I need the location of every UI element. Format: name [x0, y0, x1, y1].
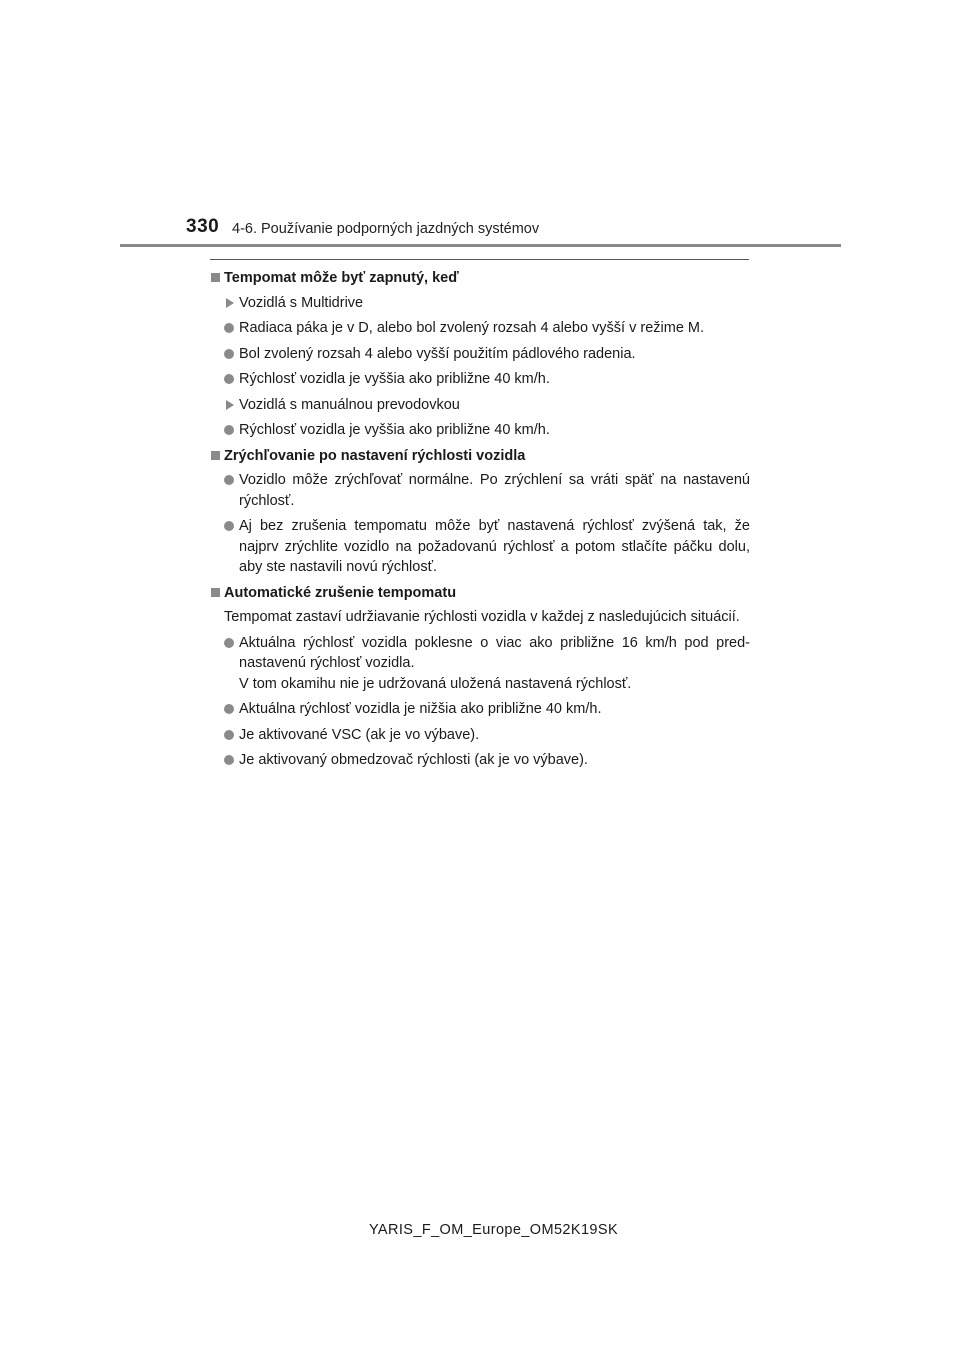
circle-bullet-icon: [224, 704, 234, 714]
list-item: Aktuálna rýchlosť vozidla poklesne o viac ako približne 16 km/h pod pred-nastavenú rýchlosť vozidla. V tom okamihu nie je udržovaná uložená nastavená rýchlosť.: [210, 633, 750, 695]
section-heading: [210, 268, 750, 289]
section-heading: [210, 583, 750, 604]
circle-bullet-icon: [224, 521, 234, 531]
circle-bullet-icon: [224, 374, 234, 384]
header-divider: [120, 244, 841, 247]
list-item: Bol zvolený rozsah 4 alebo vyšší použitím pádlového radenia.: [210, 344, 750, 365]
square-bullet-icon: [211, 451, 220, 460]
document-footer: [0, 1222, 960, 1238]
list-item: Aj bez zrušenia tempomatu môže byť nastavená rýchlosť zvýšená tak, že najprv zrýchlite vozidlo na požadovanú rýchlosť a potom stlačíte páčku dolu, aby ste nastavili novú rýchlosť.: [210, 516, 750, 578]
triangle-bullet-icon: [226, 400, 234, 410]
subgroup-label: Vozidlá s manuálnou prevodovkou: [210, 395, 750, 416]
footer-code: YARIS_F_OM_Europe_OM52K19SK: [368, 1222, 619, 1238]
section-heading: [210, 446, 750, 467]
section-heading-text: Zrýchľovanie po nastavení rýchlosti vozidla: [224, 447, 526, 464]
square-bullet-icon: [211, 273, 220, 282]
list-item: Aktuálna rýchlosť vozidla je nižšia ako približne 40 km/h.: [210, 699, 750, 720]
page-content: [210, 268, 750, 776]
triangle-bullet-icon: [226, 298, 234, 308]
list-item: Rýchlosť vozidla je vyššia ako približne 40 km/h.: [210, 369, 750, 390]
list-item: Je aktivovaný obmedzovač rýchlosti (ak je vo výbave).: [210, 750, 750, 771]
circle-bullet-icon: [224, 425, 234, 435]
section-heading-text: Tempomat môže byť zapnutý, keď: [224, 270, 459, 286]
list-item: Radiaca páka je v D, alebo bol zvolený rozsah 4 alebo vyšší v režime M.: [210, 318, 750, 339]
page-number: 330: [186, 216, 220, 237]
chapter-title: 4-6. Používanie podporných jazdných systémov: [232, 221, 540, 237]
list-item-note: V tom okamihu nie je udržovaná uložená nastavená rýchlosť.: [239, 675, 632, 692]
subgroup-label: Vozidlá s Multidrive: [210, 293, 750, 314]
list-item: Vozidlo môže zrýchľovať normálne. Po zrýchlení sa vráti späť na nastavenú rýchlosť.: [210, 470, 750, 511]
section-heading-text: Automatické zrušenie tempomatu: [224, 584, 457, 601]
circle-bullet-icon: [224, 638, 234, 648]
section-intro: Tempomat zastaví udržiavanie rýchlosti vozidla v každej z nasledujúcich situácií.: [224, 609, 740, 625]
circle-bullet-icon: [224, 349, 234, 359]
circle-bullet-icon: [224, 730, 234, 740]
circle-bullet-icon: [224, 323, 234, 333]
square-bullet-icon: [211, 588, 220, 597]
circle-bullet-icon: [224, 755, 234, 765]
list-item: Je aktivované VSC (ak je vo výbave).: [210, 725, 750, 746]
circle-bullet-icon: [224, 475, 234, 485]
list-item: Rýchlosť vozidla je vyššia ako približne 40 km/h.: [210, 420, 750, 441]
section-divider: [210, 259, 749, 260]
